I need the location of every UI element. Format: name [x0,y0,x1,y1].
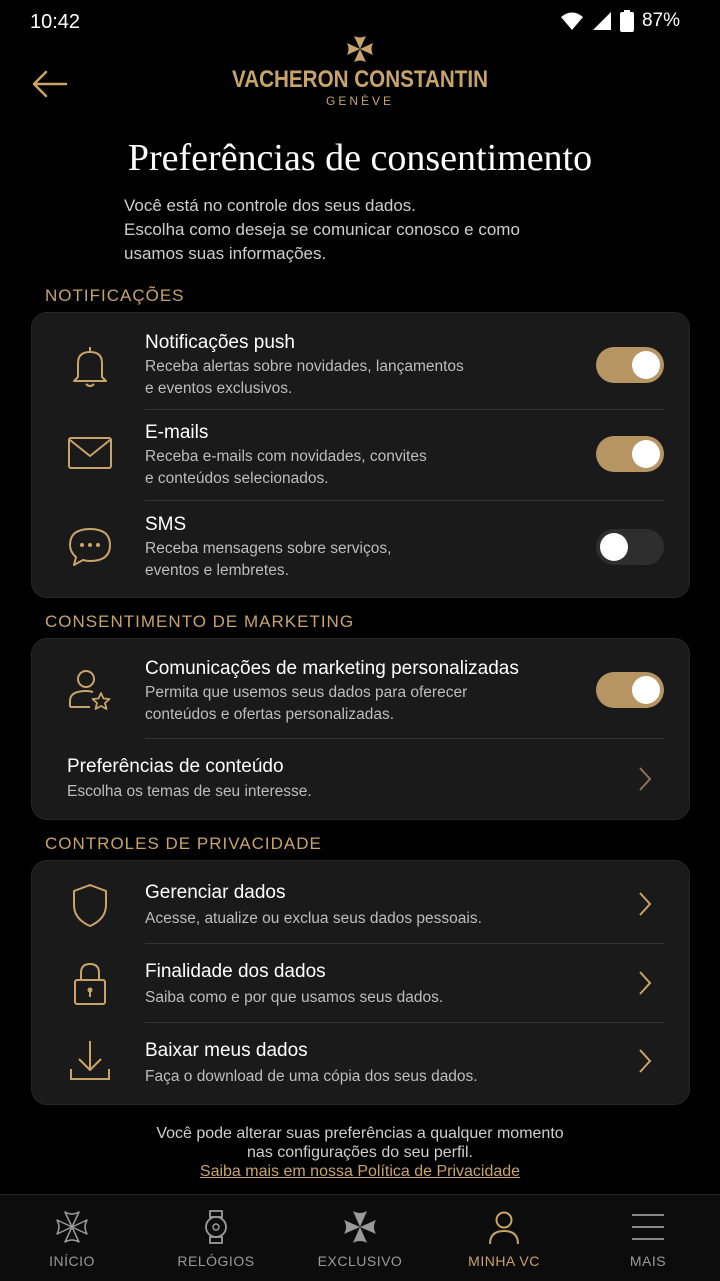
toggle-knob [632,351,660,379]
toggle-knob [600,533,628,561]
push-title: Notificações push [145,332,295,353]
battery-icon [620,10,634,32]
personalized-marketing-row [32,639,689,739]
user-star-icon [66,665,114,713]
wifi-icon [560,11,584,31]
privacy-card [31,860,690,1105]
push-desc: Receba alertas sobre novidades, lançamentos e eventos exclusivos. [145,358,464,397]
data-purpose-desc: Saiba como e por que usamos seus dados. [145,989,444,1006]
data-purpose-row[interactable] [32,944,689,1022]
content-preferences-title: Preferências de conteúdo [67,756,284,777]
signal-icon [592,11,612,31]
privacy-policy-link[interactable]: Saiba mais em nossa Política de Privacidade [199,1163,521,1180]
data-purpose-title: Finalidade dos dados [145,961,326,982]
nav-item-relogios[interactable] [144,1195,288,1281]
battery-percent: 87% [641,10,680,31]
download-icon [66,1037,114,1085]
brand-name: VACHERON CONSTANTIN [231,66,489,93]
download-data-desc: Faça o download de uma cópia dos seus dados. [145,1068,478,1085]
watch-icon [198,1209,234,1245]
lock-icon [66,960,114,1008]
content-preferences-desc: Escolha os temas de seu interesse. [67,783,312,800]
nav-label: MINHA VC [468,1253,540,1269]
chevron-right-icon [635,890,655,918]
status-time: 10:42 [30,11,81,33]
manage-data-title: Gerenciar dados [145,882,286,903]
maltese-cross-logo-icon [345,34,375,64]
manage-data-desc: Acesse, atualize ou exclua seus dados pessoais. [145,910,482,927]
nav-label: EXCLUSIVO [317,1253,403,1269]
personalized-marketing-desc: Permita que usemos seus dados para oferecer conteúdos e ofertas personalizadas. [145,684,468,723]
nav-item-exclusivo[interactable] [288,1195,432,1281]
brand-logo [0,34,720,108]
chevron-right-icon [635,765,655,793]
section-notifications-header: NOTIFICAÇÕES [45,286,185,305]
manage-data-row[interactable] [32,861,689,943]
personalized-marketing-title: Comunicações de marketing personalizadas [145,658,519,679]
email-title: E-mails [145,422,209,443]
user-icon [486,1209,522,1245]
push-toggle[interactable] [596,347,664,383]
section-privacy-header: CONTROLES DE PRIVACIDADE [45,834,322,853]
footer-note: Você pode alterar suas preferências a qualquer momento nas configurações do seu perfil. Saiba mais em nossa Política de Privacidade [156,1125,564,1180]
email-row [32,410,689,500]
nav-label: MAIS [629,1253,667,1269]
notifications-card [31,312,690,598]
maltese-cross-outline-icon [54,1209,90,1245]
intro-text: Você está no controle dos seus dados. Escolha como deseja se comunicar conosco e como usamos suas informações. [124,196,520,263]
toggle-knob [632,676,660,704]
nav-item-mais[interactable] [576,1195,720,1281]
email-desc: Receba e-mails com novidades, convites e conteúdos selecionados. [145,448,427,487]
shield-icon [66,881,114,929]
nav-item-minha-vc[interactable] [432,1195,576,1281]
sms-desc: Receba mensagens sobre serviços, eventos e lembretes. [145,540,392,579]
content-preferences-row[interactable] [32,739,689,819]
toggle-knob [632,440,660,468]
envelope-icon [66,430,114,478]
push-notifications-row [32,313,689,409]
page-title: Preferências de consentimento [127,137,593,179]
sms-title: SMS [145,514,187,535]
nav-item-inicio[interactable] [0,1195,144,1281]
sms-toggle[interactable] [596,529,664,565]
brand-city: GENÈVE [325,94,394,108]
personalized-marketing-toggle[interactable] [596,672,664,708]
download-data-row[interactable] [32,1023,689,1104]
email-toggle[interactable] [596,436,664,472]
bell-icon [66,341,114,389]
section-marketing-header: CONSENTIMENTO DE MARKETING [45,612,355,631]
marketing-card [31,638,690,820]
chevron-right-icon [635,969,655,997]
menu-icon [630,1209,666,1245]
nav-label: INÍCIO [49,1253,95,1269]
download-data-title: Baixar meus dados [145,1040,308,1061]
bottom-nav [0,1194,720,1281]
maltese-cross-icon [342,1209,378,1245]
chat-bubble-icon [66,523,114,571]
sms-row [32,501,689,597]
chevron-right-icon [635,1047,655,1075]
nav-label: RELÓGIOS [177,1253,255,1269]
